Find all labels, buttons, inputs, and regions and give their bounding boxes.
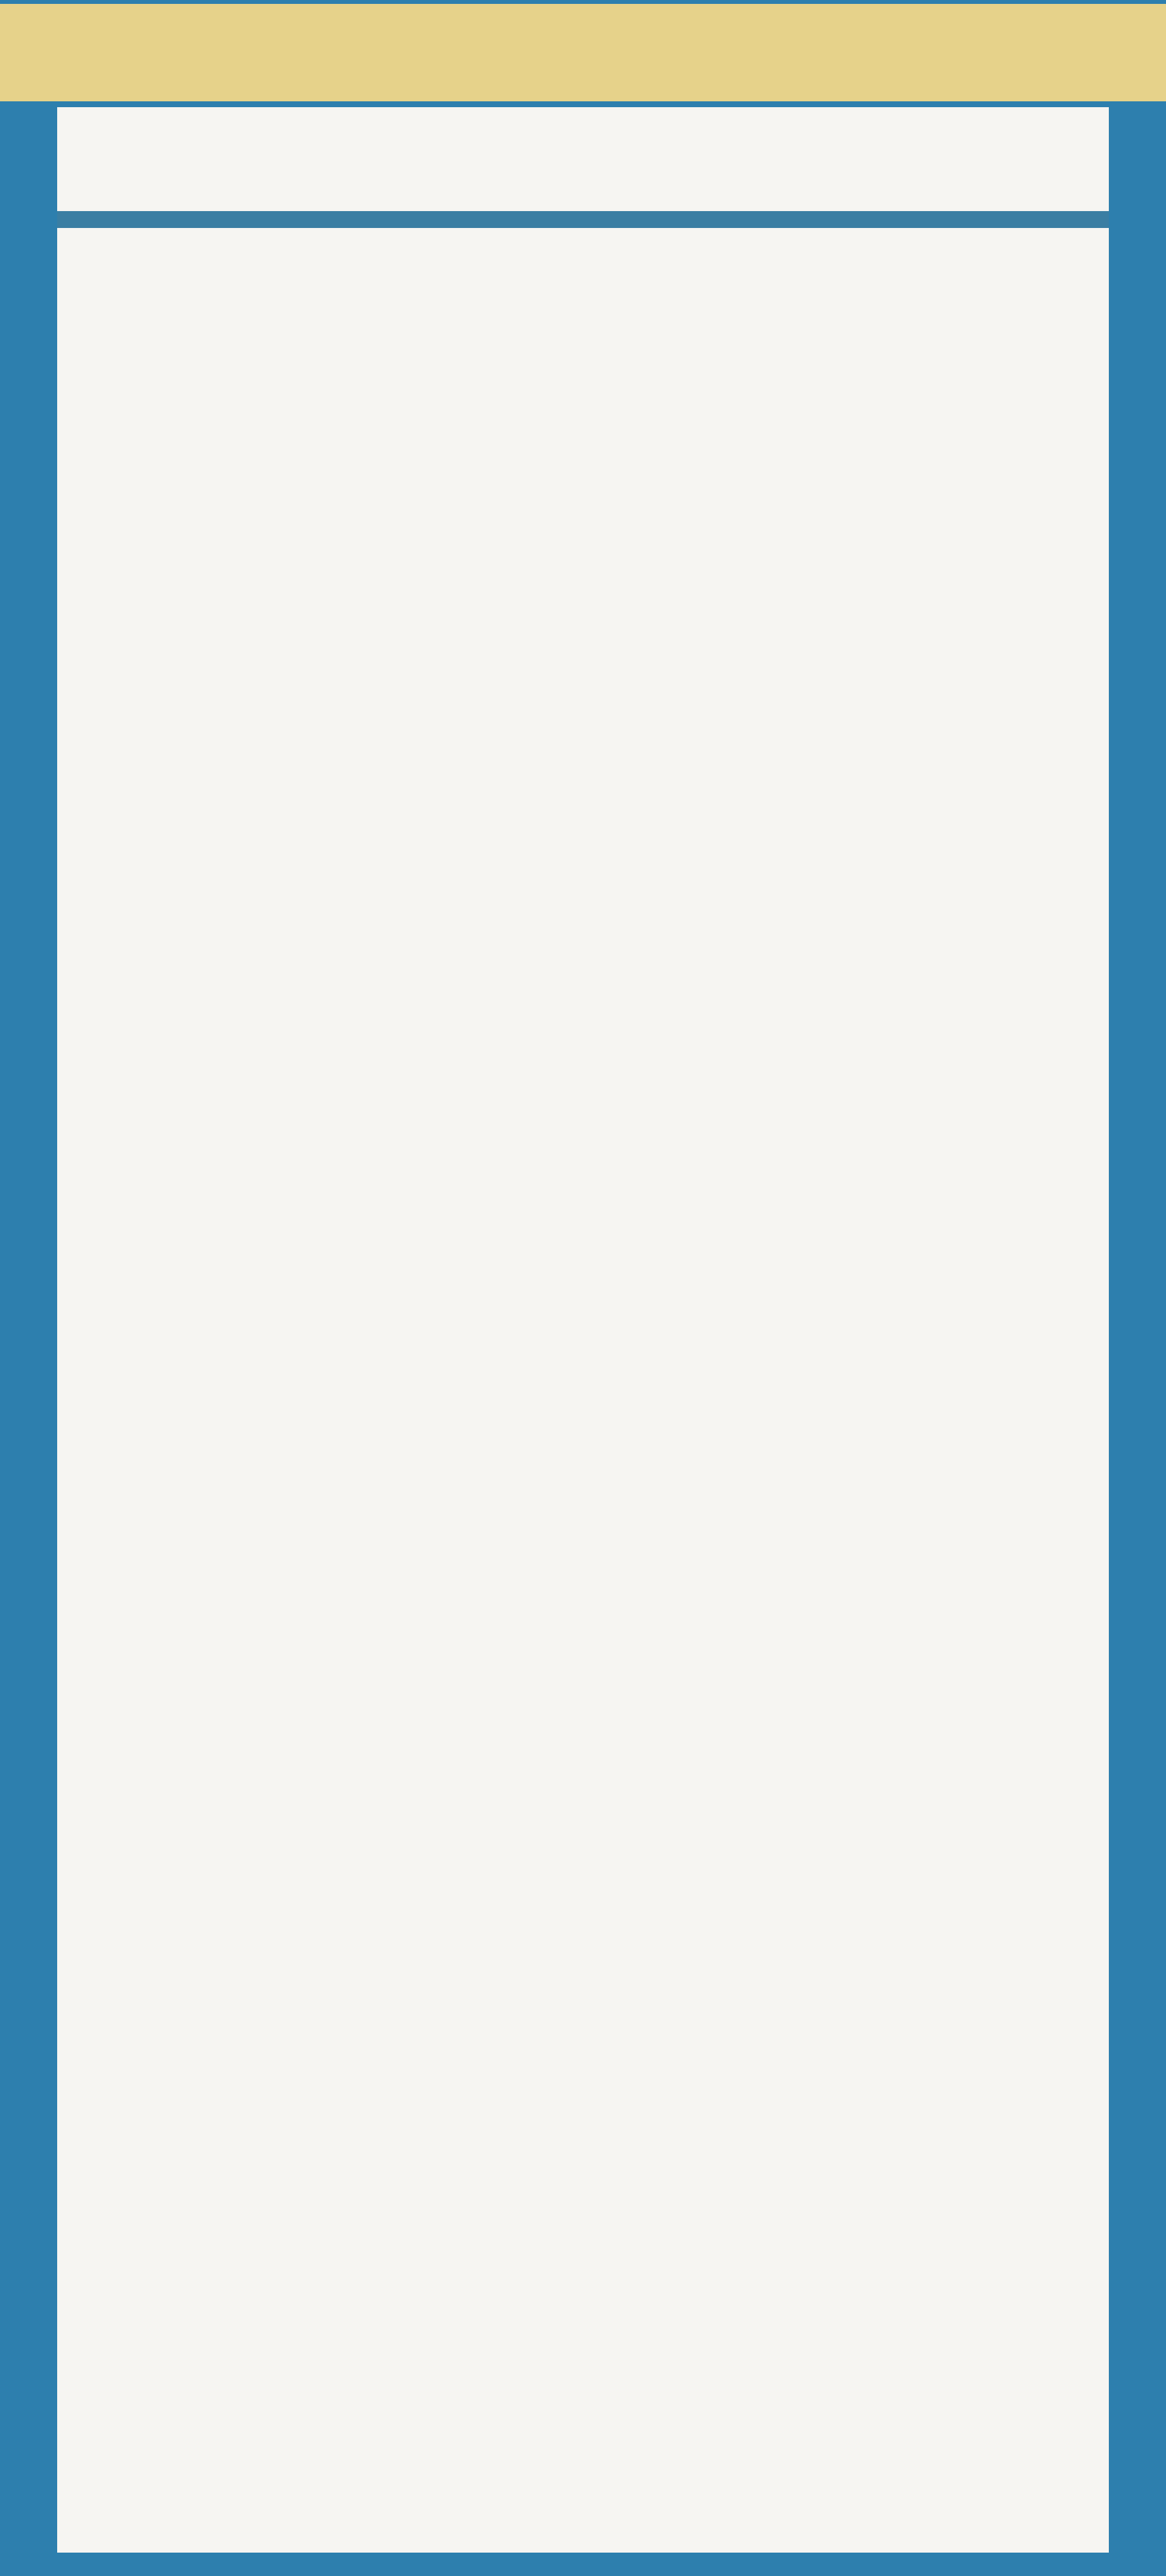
calendar-page (57, 107, 1109, 2553)
ornamental-border-top (0, 0, 1166, 107)
column-headers (75, 120, 218, 198)
ornamental-border-bottom (0, 2553, 1166, 2576)
ornamental-border-right (1109, 104, 1166, 2559)
column-header-old-style (75, 120, 114, 198)
ornament-left-pattern (0, 104, 57, 2559)
divider-pattern (57, 211, 1109, 228)
ornament-top-pattern (0, 0, 1166, 107)
column-header-days (122, 120, 161, 198)
ornament-right-pattern (1109, 104, 1166, 2559)
ornamental-border-left (0, 104, 57, 2559)
ornamental-divider (57, 211, 1109, 228)
column-header-new-style (169, 120, 208, 198)
